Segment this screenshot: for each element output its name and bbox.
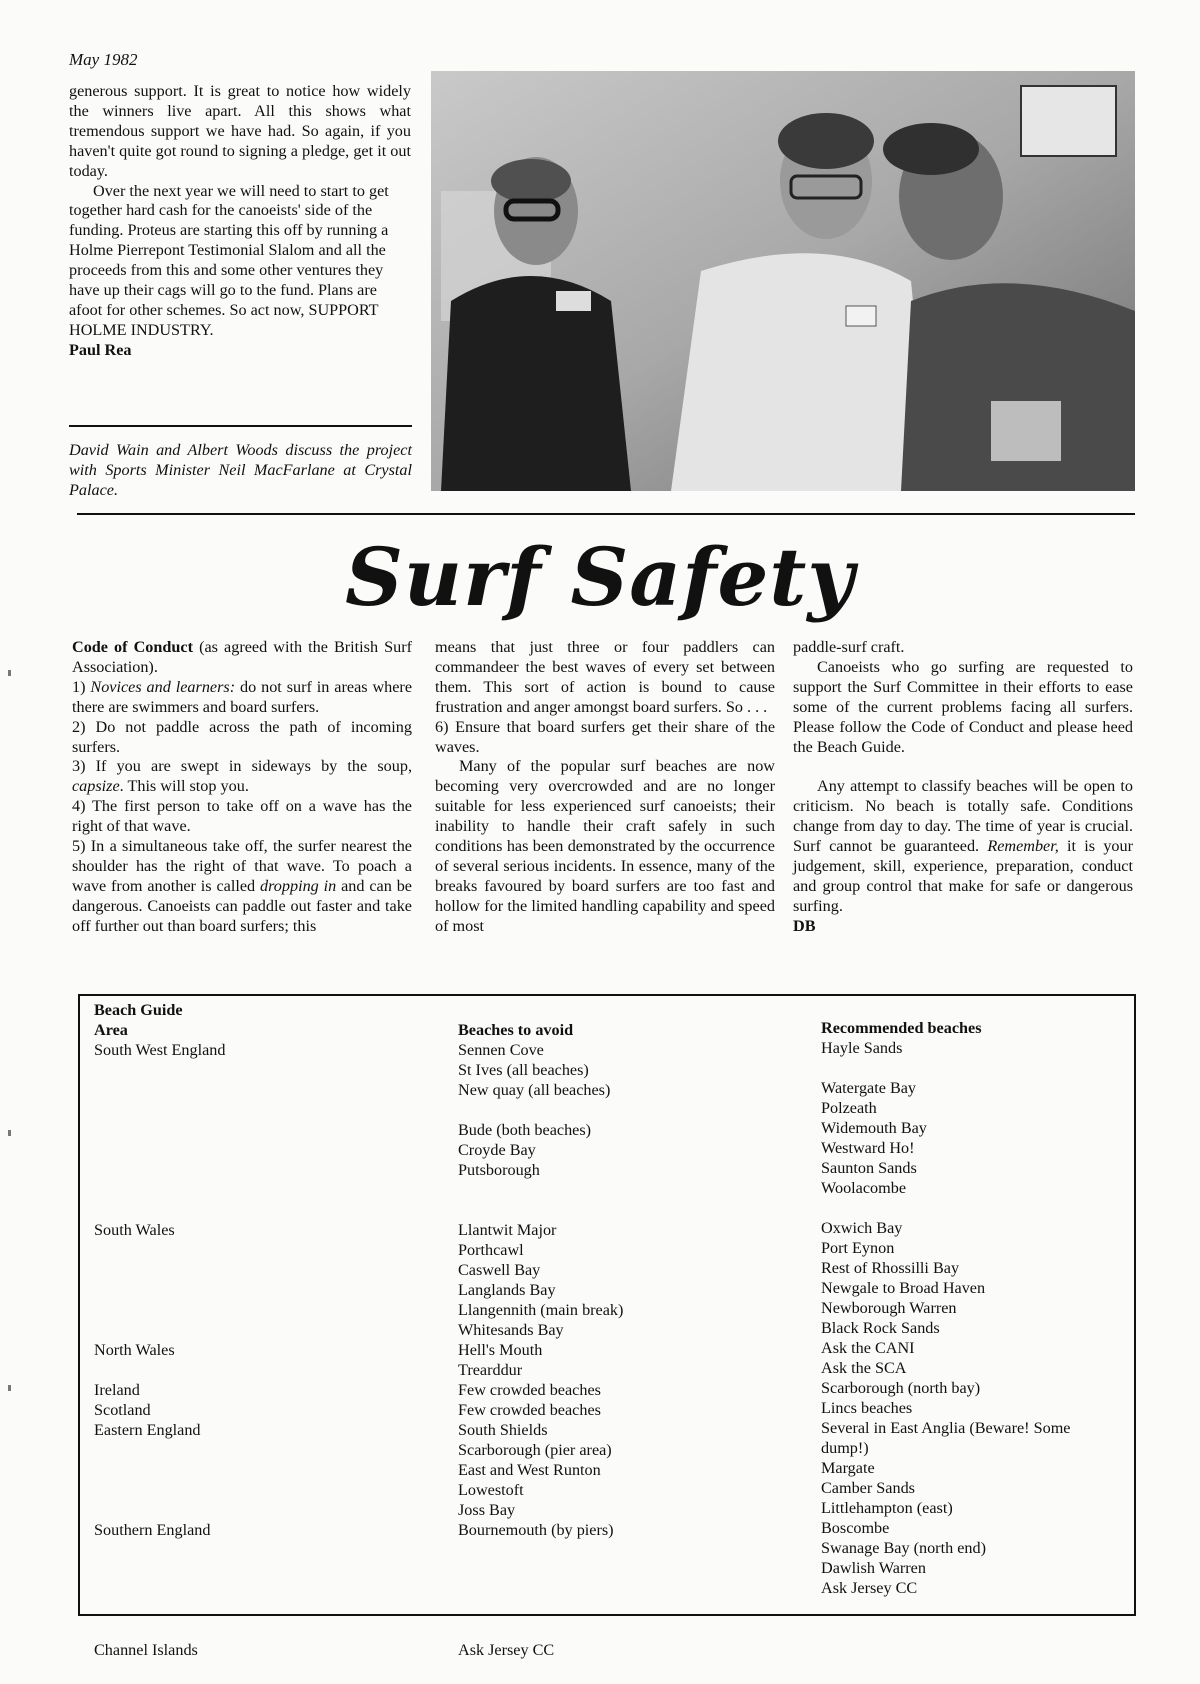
recommended-beach-cell: Littlehampton (east)	[821, 1499, 953, 1517]
intro-article	[69, 82, 411, 361]
recommended-beach-cell	[821, 1198, 1070, 1218]
recommended-beach-cell: Several in East Anglia (Beware! Some	[821, 1419, 1071, 1437]
area-cell	[94, 1460, 226, 1480]
avoid-beach-cell: Scarborough (pier area)	[458, 1441, 612, 1459]
column-3-paragraph-1: paddle-surf craft.	[793, 638, 905, 656]
area-cell: North Wales	[94, 1341, 175, 1359]
issue-date: May 1982	[69, 50, 138, 69]
area-cell	[94, 1360, 226, 1380]
scan-mark	[8, 670, 11, 676]
avoid-beach-cell: Whitesands Bay	[458, 1321, 564, 1339]
avoid-beach-cell	[458, 1580, 623, 1600]
recommended-beach-cell: dump!)	[821, 1439, 869, 1457]
recommended-beach-cell: Dawlish Warren	[821, 1559, 926, 1577]
area-cell	[94, 1280, 226, 1300]
avoid-beach-cell: Putsborough	[458, 1161, 540, 1179]
avoid-beach-cell: Llangennith (main break)	[458, 1301, 624, 1319]
intro-paragraph-2: Over the next year we will need to start to get together hard cash for the canoeists' side of the funding. Proteus are starting this off by running a Holme Pierrepont Testimonial Slalom and all the proceeds from this and some other ventures they have up their cags will go to the fund. Plans are afoot for other schemes. So act now, SUPPORT HOLME INDUSTRY.	[69, 181, 389, 339]
area-cell	[94, 1500, 226, 1520]
recommended-beach-cell: Black Rock Sands	[821, 1319, 940, 1337]
avoid-beach-cell: Few crowded beaches	[458, 1401, 601, 1419]
area-cell: Eastern England	[94, 1421, 201, 1439]
avoid-beach-cell: New quay (all beaches)	[458, 1081, 611, 1099]
avoid-list	[458, 1040, 623, 1660]
area-cell	[94, 1080, 226, 1100]
recommended-beach-cell: Oxwich Bay	[821, 1219, 903, 1237]
article-column-1	[72, 638, 412, 937]
recommended-beach-cell	[821, 1058, 1070, 1078]
area-cell	[94, 1600, 226, 1620]
avoid-beach-cell: Few crowded beaches	[458, 1381, 601, 1399]
avoid-beach-cell	[458, 1100, 623, 1120]
photo-caption: David Wain and Albert Woods discuss the project with Sports Minister Neil MacFarlane at Crystal Palace.	[69, 441, 412, 499]
recommended-beach-cell: Watergate Bay	[821, 1079, 917, 1097]
area-cell	[94, 1160, 226, 1180]
article-title: Surf Safety	[345, 530, 855, 624]
rule-4: 4) The first person to take off on a wave has the right of that wave.	[72, 797, 412, 836]
recommended-beach-cell: Camber Sands	[821, 1479, 915, 1497]
recommended-beach-cell: Ask the CANI	[821, 1339, 915, 1357]
recommended-beach-cell: Westward Ho!	[821, 1139, 915, 1157]
avoid-beach-cell: Croyde Bay	[458, 1141, 536, 1159]
area-list	[94, 1040, 226, 1660]
recommended-beach-cell: Woolacombe	[821, 1179, 906, 1197]
recommended-beach-cell: Widemouth Bay	[821, 1119, 927, 1137]
avoid-beach-cell: Ask Jersey CC	[458, 1641, 555, 1659]
area-cell	[94, 1100, 226, 1120]
recommended-beach-cell: Boscombe	[821, 1519, 890, 1537]
beach-guide-table	[78, 994, 1136, 1659]
area-cell	[94, 1260, 226, 1280]
avoid-header: Beaches to avoid	[458, 1021, 574, 1039]
area-cell	[94, 1060, 226, 1080]
rule-5: 5) In a simultaneous take off, the surfer nearest the shoulder has the right of that wave. To poach a wave from another is called dropping in and can be dangerous. Canoeists can paddle out faster and take off further out than board surfers; this	[72, 837, 412, 935]
column-2-paragraph-3: Many of the popular surf beaches are now becoming very overcrowded and are no longer suitable for less experienced surf canoeists; their inability to handle their craft safely in such conditions has been demonstrated by the occurrence of several serious incidents. In essence, many of the breaks favoured by board surfers are too fast and hollow for the limited handling capability and speed of most	[435, 757, 775, 935]
avoid-beach-cell: Joss Bay	[458, 1501, 516, 1519]
intro-paragraph-1: generous support. It is great to notice how widely the winners live apart. All this shows what tremendous support we have had. So again, if you haven't quite got round to signing a pledge, get it out today.	[69, 82, 411, 180]
area-cell: Scotland	[94, 1401, 151, 1419]
area-cell	[94, 1480, 226, 1500]
avoid-beach-cell	[458, 1540, 623, 1560]
avoid-beach-cell: St Ives (all beaches)	[458, 1061, 589, 1079]
rule-6: 6) Ensure that board surfers get their share of the waves.	[435, 717, 775, 756]
event-photo	[431, 71, 1135, 491]
area-cell: Channel Islands	[94, 1641, 198, 1659]
scan-mark	[8, 1385, 11, 1391]
recommended-list	[821, 1038, 1070, 1598]
recommended-beach-cell: Rest of Rhossilli Bay	[821, 1259, 960, 1277]
recommended-beach-cell: Lincs beaches	[821, 1399, 913, 1417]
area-cell: South Wales	[94, 1221, 175, 1239]
area-cell: South West England	[94, 1041, 226, 1059]
column-3-paragraph-3: Any attempt to classify beaches will be open to criticism. No beach is totally safe. Conditions change from day to day. The time of year is crucial. Surf cannot be guaranteed. Remember, it is your judgement, skill, experience, preparation, conduct and group control that make for safe or dangerous surfing.	[793, 777, 1133, 915]
column-3-paragraph-2: Canoeists who go surfing are requested to support the Surf Committee in their efforts to ease some of the current problems facing all surfers. Please follow the Code of Conduct and please heed the Beach Guide.	[793, 657, 1133, 756]
recommended-header: Recommended beaches	[821, 1019, 982, 1037]
avoid-beach-cell: Llantwit Major	[458, 1221, 557, 1239]
recommended-beach-cell: Hayle Sands	[821, 1039, 903, 1057]
area-header: Area	[94, 1021, 128, 1039]
section-divider	[77, 513, 1135, 515]
area-cell	[94, 1180, 226, 1200]
code-of-conduct-heading: Code of Conduct	[72, 638, 193, 656]
area-cell	[94, 1620, 226, 1640]
area-cell	[94, 1200, 226, 1220]
avoid-beach-cell: Sennen Cove	[458, 1041, 544, 1059]
area-cell	[94, 1120, 226, 1140]
avoid-beach-cell	[458, 1620, 623, 1640]
area-cell	[94, 1440, 226, 1460]
area-cell	[94, 1140, 226, 1160]
recommended-beach-cell: Port Eynon	[821, 1239, 895, 1257]
recommended-beach-cell: Saunton Sands	[821, 1159, 917, 1177]
avoid-column	[458, 1020, 623, 1660]
recommended-beach-cell: Ask the SCA	[821, 1359, 907, 1377]
avoid-beach-cell: East and West Runton	[458, 1461, 601, 1479]
beach-guide-title: Beach Guide	[94, 1001, 183, 1019]
scan-mark	[8, 1130, 11, 1136]
avoid-beach-cell: Caswell Bay	[458, 1261, 541, 1279]
avoid-beach-cell: Bournemouth (by piers)	[458, 1521, 614, 1539]
area-cell	[94, 1560, 226, 1580]
recommended-beach-cell: Ask Jersey CC	[821, 1579, 918, 1597]
avoid-beach-cell: South Shields	[458, 1421, 548, 1439]
area-cell: Ireland	[94, 1381, 140, 1399]
recommended-beach-cell: Newgale to Broad Haven	[821, 1279, 986, 1297]
column-2-paragraph-1: means that just three or four paddlers can commandeer the best waves of every set between them. This sort of action is bound to cause frustration and anger amongst board surfers. So . . .	[435, 638, 775, 716]
recommended-beach-cell: Scarborough (north bay)	[821, 1379, 981, 1397]
area-cell	[94, 1240, 226, 1260]
rule-2: 2) Do not paddle across the path of incoming surfers.	[72, 717, 412, 756]
avoid-beach-cell	[458, 1600, 623, 1620]
avoid-beach-cell	[458, 1180, 623, 1200]
intro-author: Paul Rea	[69, 340, 132, 359]
divider	[69, 425, 412, 427]
avoid-beach-cell: Trearddur	[458, 1361, 523, 1379]
article-column-3	[793, 638, 1133, 937]
area-cell	[94, 1540, 226, 1560]
recommended-beach-cell: Polzeath	[821, 1099, 877, 1117]
area-column	[94, 1000, 226, 1660]
area-cell	[94, 1300, 226, 1320]
recommended-column	[821, 1018, 1070, 1598]
area-cell	[94, 1580, 226, 1600]
avoid-beach-cell: Bude (both beaches)	[458, 1121, 592, 1139]
avoid-beach-cell: Langlands Bay	[458, 1281, 556, 1299]
rule-3: 3) If you are swept in sideways by the soup, capsize. This will stop you.	[72, 757, 412, 796]
avoid-beach-cell: Lowestoft	[458, 1481, 524, 1499]
recommended-beach-cell: Margate	[821, 1459, 875, 1477]
rule-1: 1) Novices and learners: do not surf in areas where there are swimmers and board surfers.	[72, 677, 413, 716]
article-signature: DB	[793, 916, 816, 935]
recommended-beach-cell: Swanage Bay (north end)	[821, 1539, 986, 1557]
avoid-beach-cell: Porthcawl	[458, 1241, 524, 1259]
avoid-beach-cell	[458, 1560, 623, 1580]
recommended-beach-cell: Newborough Warren	[821, 1299, 957, 1317]
avoid-beach-cell	[458, 1200, 623, 1220]
code-of-conduct-intro: Code of Conduct (as agreed with the British Surf Association).	[72, 638, 413, 676]
article-column-2	[435, 638, 775, 937]
area-cell	[94, 1320, 226, 1340]
area-cell: Southern England	[94, 1521, 211, 1539]
avoid-beach-cell: Hell's Mouth	[458, 1341, 543, 1359]
